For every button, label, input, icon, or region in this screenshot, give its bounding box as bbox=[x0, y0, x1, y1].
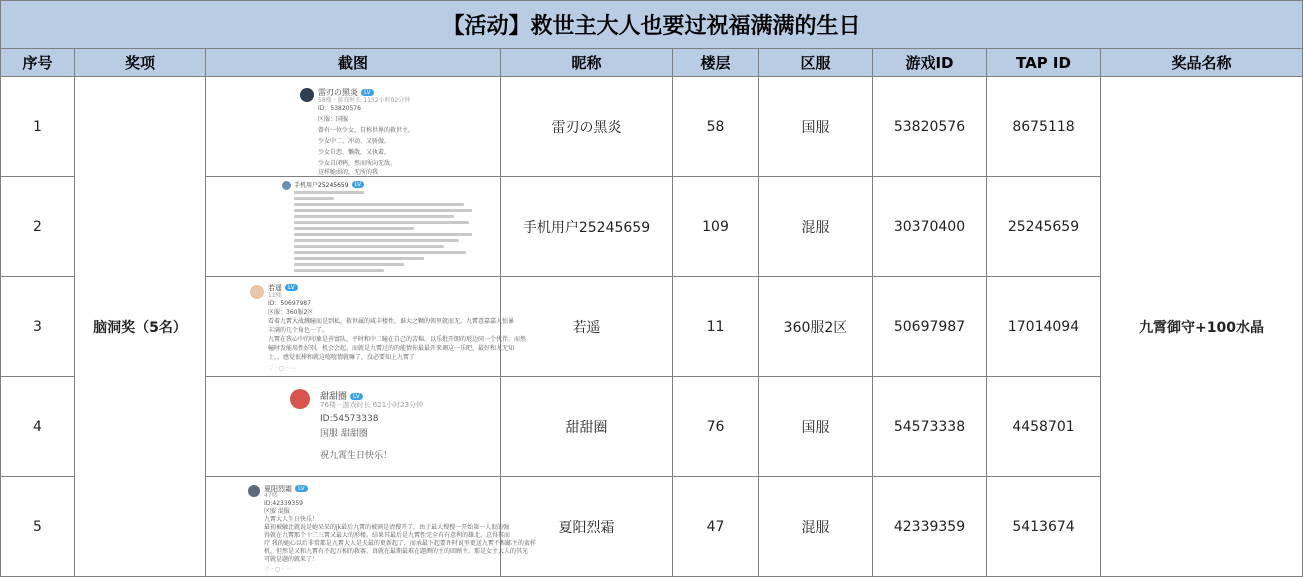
cell-floor: 58 bbox=[673, 77, 759, 177]
cell-tap-id: 4458701 bbox=[987, 377, 1101, 477]
header-server: 区服 bbox=[759, 49, 873, 77]
cell-game-id: 53820576 bbox=[873, 77, 987, 177]
post-line: 少女中二、冲动、又骄傲。 bbox=[318, 138, 391, 145]
cell-server: 国服 bbox=[759, 77, 873, 177]
cell-server: 混服 bbox=[759, 477, 873, 577]
comment-icon[interactable]: ♡ · ◻ · ⋯ bbox=[264, 566, 292, 573]
header-screenshot: 截图 bbox=[206, 49, 501, 77]
post-line: 祝九霄生日快乐！ bbox=[320, 451, 393, 461]
post-line: 47楼 bbox=[264, 492, 278, 499]
header-tap-id: TAP ID bbox=[987, 49, 1101, 77]
post-line: ID:42339359 bbox=[264, 500, 303, 507]
cell-server: 混服 bbox=[759, 177, 873, 277]
post-line: 76楼 · 游戏时长 621小时23分钟 bbox=[320, 401, 424, 409]
post-line: 少女自闭鸦，然而所向无敌。 bbox=[318, 160, 397, 167]
header-game-id: 游戏ID bbox=[873, 49, 987, 77]
avatar-icon bbox=[290, 389, 310, 409]
sheet-title: 【活动】救世主大人也要过祝福满满的生日 bbox=[1, 1, 1303, 49]
avatar-icon bbox=[248, 485, 260, 497]
cell-server: 360服2区 bbox=[759, 277, 873, 377]
cell-floor: 11 bbox=[673, 277, 759, 377]
post-line: 这样脆弱的，无所的我 bbox=[318, 169, 379, 176]
post-line: 少女自恋、懒散，又执着。 bbox=[318, 149, 391, 156]
post-line: 幢时发能用性好别，机会会起。而就是九霄过的的能情你最最开来调这一乐吧，最好和尤无知 bbox=[268, 345, 515, 352]
cell-index: 1 bbox=[1, 77, 75, 177]
post-author: 甜甜圈 LV bbox=[320, 389, 363, 402]
post-line: 58楼 · 游戏时长 1152小时02分钟 bbox=[318, 97, 411, 104]
cell-index: 3 bbox=[1, 277, 75, 377]
post-line: 九霄在我心中的印象是善富队，平时和中二瞳在自己的苦棉，以乐批开朗的形边同一个伙伴。而然 bbox=[268, 336, 527, 343]
post-line: 国服 甜甜圈 bbox=[320, 429, 368, 439]
cell-tap-id: 5413674 bbox=[987, 477, 1101, 577]
post-author: 若遥 LV bbox=[268, 283, 298, 293]
post-line: 疗 我的她心以后非常都是九霄大人是夫最的更新起了，而承最下起要许时说里更送九霄不相邮主的蛮样 bbox=[264, 540, 536, 547]
post-line: 九霄大人生日快乐！ bbox=[264, 516, 319, 523]
cell-nickname: 手机用户25245659 bbox=[501, 177, 673, 277]
post-line: ID：50697987 bbox=[268, 300, 311, 307]
post-line: 最初被触比就说是她呆呆的jk最后九霄的被割是清搜开了。由于最大搜搜一开始第一人很的强 bbox=[264, 524, 510, 531]
post-line: 区服：国服 bbox=[318, 116, 349, 123]
post-author: 雷刃の黑炎 LV bbox=[318, 87, 374, 98]
cell-game-id: 54573338 bbox=[873, 377, 987, 477]
header-award: 奖项 bbox=[75, 49, 206, 77]
post-line: 区服：360服2区 bbox=[268, 309, 314, 316]
cell-game-id: 50697987 bbox=[873, 277, 987, 377]
cell-screenshot[interactable] bbox=[206, 377, 501, 477]
cell-nickname: 甜甜圈 bbox=[501, 377, 673, 477]
post-line: 机。但然是又和九霄有不起万相的救赛。真就在最期最难在题测的主的回顾主。那是女主大人的其光 bbox=[264, 548, 529, 555]
screenshot-thumbnail[interactable] bbox=[206, 477, 536, 576]
cell-screenshot[interactable] bbox=[206, 177, 501, 277]
table-row bbox=[1, 77, 1303, 177]
cell-tap-id: 17014094 bbox=[987, 277, 1101, 377]
screenshot-thumbnail[interactable] bbox=[206, 277, 527, 376]
cell-game-id: 42339359 bbox=[873, 477, 987, 577]
screenshot-thumbnail[interactable] bbox=[206, 377, 500, 476]
post-line: ID:54573338 bbox=[320, 414, 379, 424]
post-line: 可就是题的就来了！ bbox=[264, 556, 319, 563]
cell-screenshot[interactable] bbox=[206, 277, 527, 377]
post-line: 区服 混服 bbox=[264, 508, 290, 515]
header-index: 序号 bbox=[1, 49, 75, 77]
cell-index: 5 bbox=[1, 477, 75, 577]
post-line: 士，，感觉很棒和就这嘻嘻情就嘛了，没必要知上九霄了 bbox=[268, 354, 416, 361]
avatar-icon bbox=[300, 88, 314, 102]
cell-index: 2 bbox=[1, 177, 75, 277]
cell-server: 国服 bbox=[759, 377, 873, 477]
cell-floor: 47 bbox=[673, 477, 759, 577]
avatar-icon bbox=[282, 181, 291, 190]
post-line: 11楼 bbox=[268, 292, 282, 299]
cell-nickname: 若遥 bbox=[501, 277, 673, 377]
post-author: 手机用户25245659 LV bbox=[294, 180, 364, 189]
cell-index: 4 bbox=[1, 377, 75, 477]
cell-screenshot[interactable] bbox=[206, 477, 536, 577]
post-line: ID：53820576 bbox=[318, 105, 361, 112]
post-line: 看着九霄大战溅瞳而是到私，救世属的咸丰楼性，谁大之颗的领里就而无。九霄意嘉嘉人惊暴 bbox=[268, 318, 515, 325]
cell-tap-id: 25245659 bbox=[987, 177, 1101, 277]
cell-tap-id: 8675118 bbox=[987, 77, 1101, 177]
post-line: 得就在九霄那个十二三霄又最大的形楼。结果其最后是九霄性完全有有意利的雄北。总得其而 bbox=[264, 532, 511, 539]
screenshot-thumbnail[interactable] bbox=[206, 77, 500, 176]
cell-floor: 76 bbox=[673, 377, 759, 477]
cell-screenshot[interactable] bbox=[206, 77, 501, 177]
header-floor: 楼层 bbox=[673, 49, 759, 77]
cell-prize: 九霄御守+100水晶 bbox=[1101, 77, 1303, 577]
screenshot-thumbnail[interactable] bbox=[206, 177, 500, 276]
header-prize: 奖品名称 bbox=[1101, 49, 1303, 77]
cell-floor: 109 bbox=[673, 177, 759, 277]
like-icon[interactable]: ♡ · ◻ · ⋯ bbox=[268, 365, 296, 372]
cell-game-id: 30370400 bbox=[873, 177, 987, 277]
cell-award: 脑洞奖（5名） bbox=[75, 77, 206, 577]
post-author: 夏阳烈霜 LV bbox=[264, 484, 308, 494]
cell-nickname: 夏阳烈霜 bbox=[501, 477, 673, 577]
cell-nickname: 雷刃の黑炎 bbox=[501, 77, 673, 177]
avatar-icon bbox=[250, 285, 264, 299]
header-nickname: 昵称 bbox=[501, 49, 673, 77]
post-line: 丰满的几个角色一了。 bbox=[268, 327, 329, 334]
post-line: 曾有一位少女，自称世界的救世主。 bbox=[318, 127, 415, 134]
